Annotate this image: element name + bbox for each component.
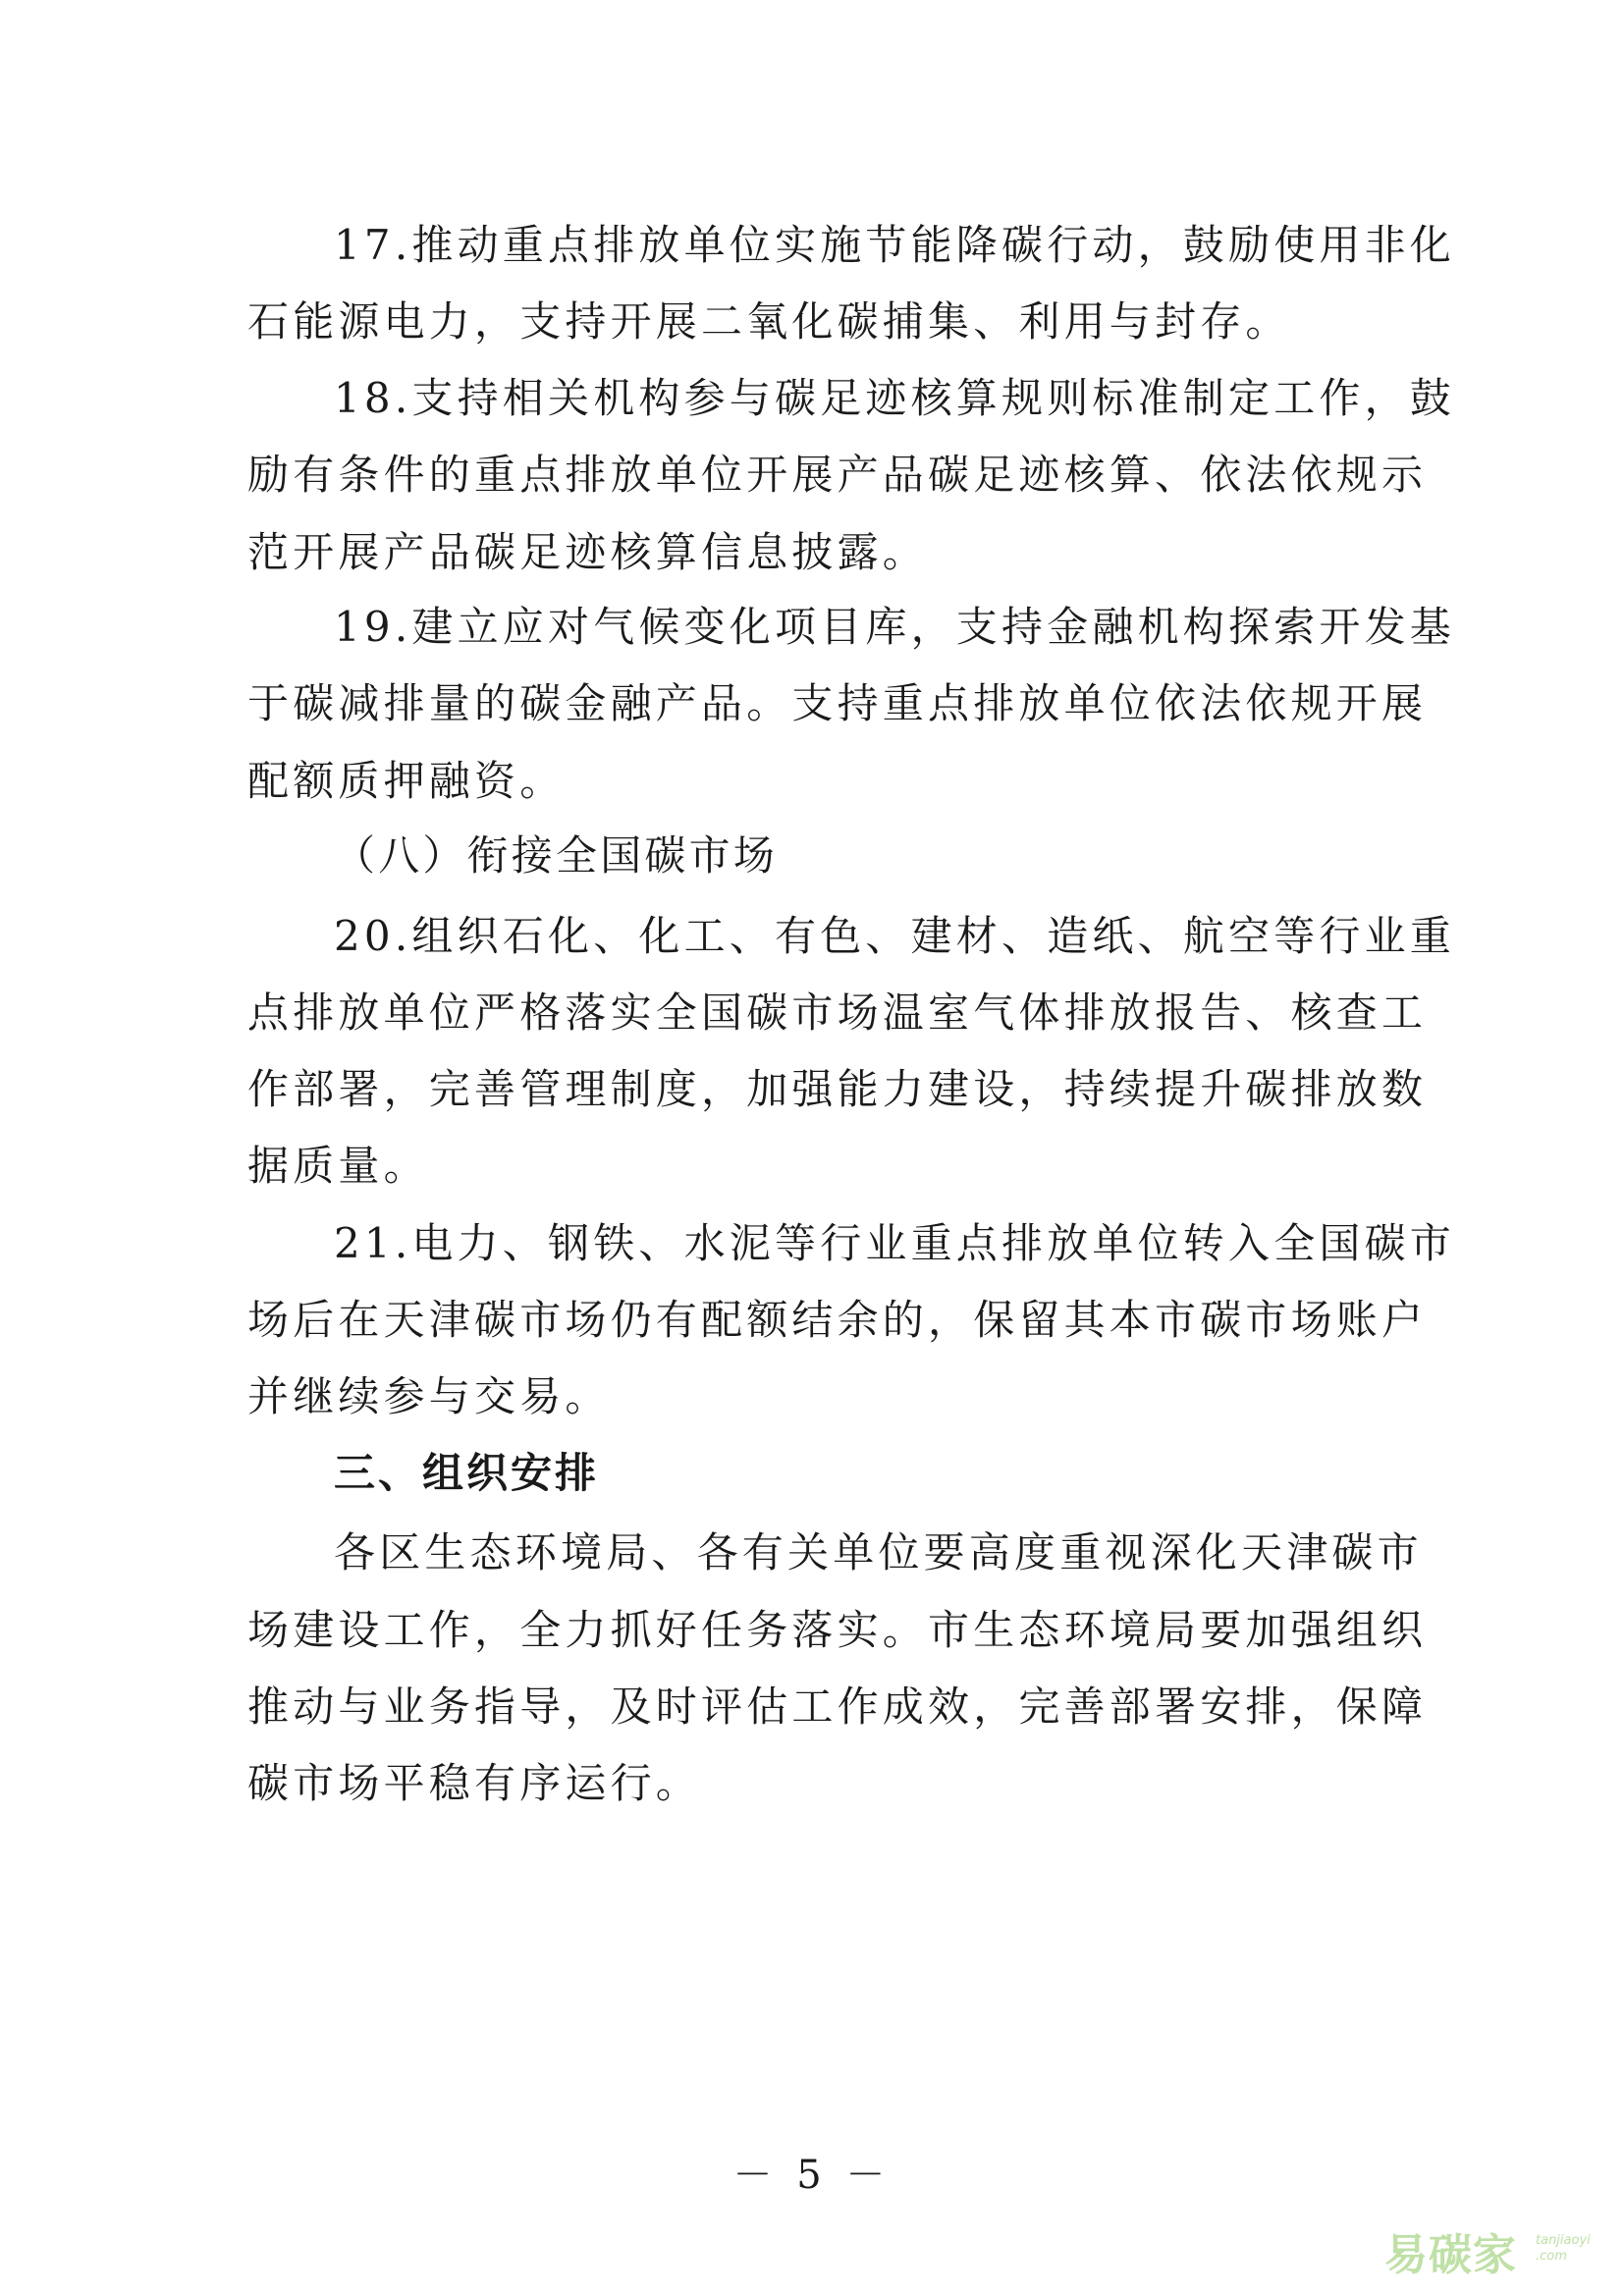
paragraph-21-line-2: 场后在天津碳市场仍有配额结余的，保留其本市碳市场账户	[247, 1296, 1428, 1344]
watermark-domain-line-2: .com	[1536, 2249, 1567, 2264]
paragraph-19-line-3: 配额质押融资。	[247, 757, 566, 805]
watermark-brand: 易碳家	[1384, 2230, 1517, 2280]
paragraph-21-line-1: 21.电力、钢铁、水泥等行业重点排放单位转入全国碳市	[334, 1219, 1455, 1267]
watermark-domain	[1536, 2233, 1606, 2274]
watermark-logo	[1384, 2225, 1610, 2284]
paragraph-final-line-3: 推动与业务指导，及时评估工作成效，完善部署安排，保障	[247, 1682, 1428, 1731]
paragraph-final-line-2: 场建设工作，全力抓好任务落实。市生态环境局要加强组织	[247, 1606, 1428, 1654]
paragraph-20-line-1: 20.组织石化、化工、有色、建材、造纸、航空等行业重	[334, 912, 1455, 960]
paragraph-17-line-2: 石能源电力，支持开展二氧化碳捕集、利用与封存。	[247, 297, 1291, 346]
paragraph-21-line-3: 并继续参与交易。	[247, 1372, 611, 1420]
paragraph-17-line-1: 17.推动重点排放单位实施节能降碳行动，鼓励使用非化	[334, 221, 1455, 269]
section-heading-organization: 三、组织安排	[334, 1449, 600, 1497]
paragraph-final-line-1: 各区生态环境局、各有关单位要高度重视深化天津碳市	[334, 1528, 1423, 1576]
paragraph-19-line-2: 于碳减排量的碳金融产品。支持重点排放单位依法依规开展	[247, 679, 1428, 727]
page-number: － 5 －	[732, 2153, 892, 2198]
watermark-domain-line-1: tanjiaoyi	[1536, 2233, 1591, 2248]
paragraph-20-line-3: 作部署，完善管理制度，加强能力建设，持续提升碳排放数	[247, 1065, 1428, 1113]
subsection-heading-8: （八）衔接全国碳市场	[334, 831, 779, 880]
paragraph-18-line-3: 范开展产品碳足迹核算信息披露。	[247, 528, 929, 576]
paragraph-19-line-1: 19.建立应对气候变化项目库，支持金融机构探索开发基	[334, 603, 1455, 651]
paragraph-18-line-1: 18.支持相关机构参与碳足迹核算规则标准制定工作，鼓	[334, 374, 1455, 422]
paragraph-18-line-2: 励有条件的重点排放单位开展产品碳足迹核算、依法依规示	[247, 451, 1428, 499]
paragraph-20-line-2: 点排放单位严格落实全国碳市场温室气体排放报告、核查工	[247, 988, 1428, 1037]
paragraph-20-line-4: 据质量。	[247, 1142, 429, 1190]
paragraph-final-line-4: 碳市场平稳有序运行。	[247, 1759, 702, 1807]
